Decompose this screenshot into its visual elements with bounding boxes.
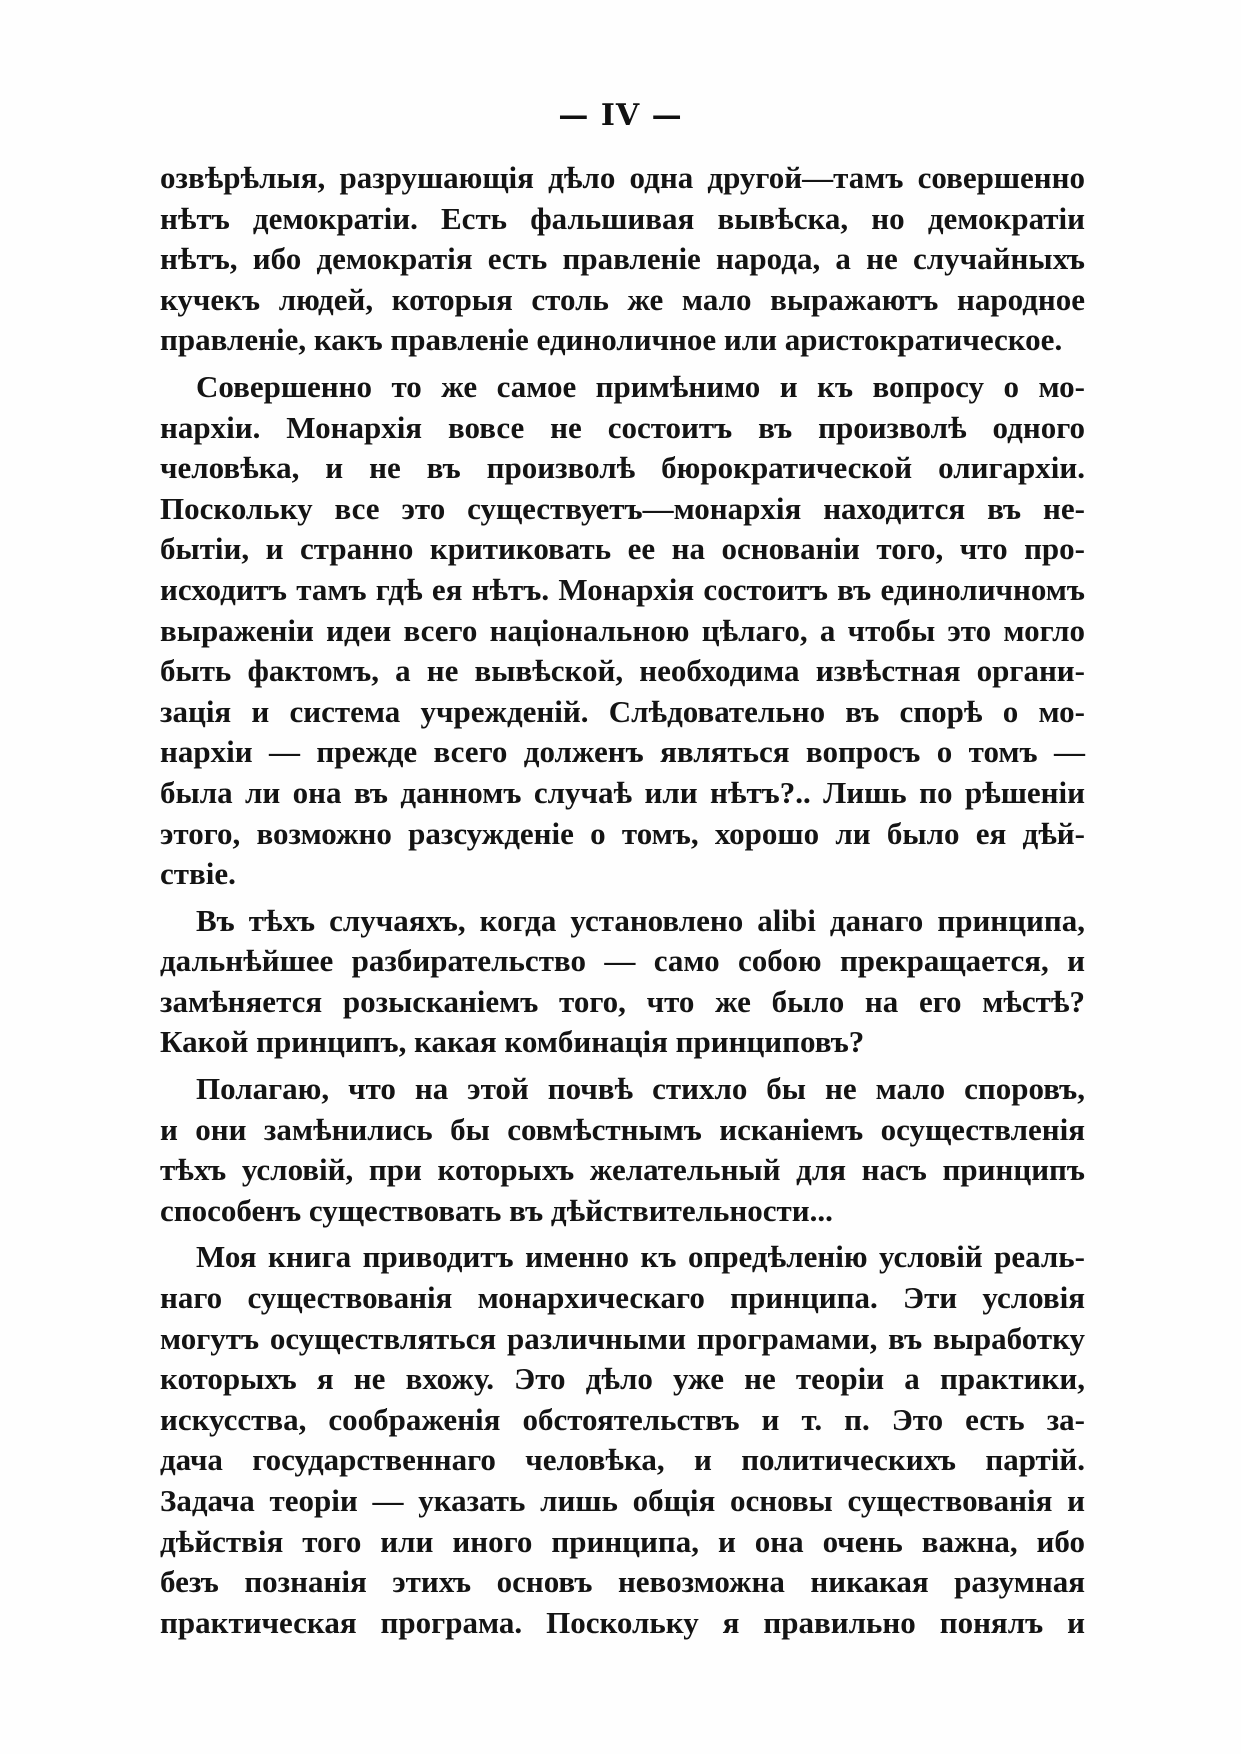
text-line: нархіи — прежде всего долженъ являться вопросъ о томъ — [160, 734, 1085, 770]
text-line: замѣняется розысканіемъ того, что же было на его мѣстѣ? [160, 983, 1085, 1019]
text-line: нархіи. Монархія вовсе не состоитъ въ произволѣ одного [160, 409, 1085, 445]
text-line: озвѣрѣлыя, разрушающія дѣло одна другой—тамъ совершенно [160, 160, 1085, 195]
text-line: которыхъ я не вхожу. Это дѣло уже не теоріи а практики, [160, 1361, 1085, 1397]
text-line: искусства, соображенія обстоятельствъ и т. п. Это есть за- [160, 1401, 1085, 1437]
paragraph-3 [160, 901, 1085, 1063]
text-line: могутъ осуществляться различными програмами, въ выработку [160, 1320, 1085, 1356]
text-line: Задача теоріи — указать лишь общія основы существованія и [160, 1483, 1085, 1518]
text-line: Въ тѣхъ случаяхъ, когда установлено alibi данаго принципа, [196, 902, 1085, 938]
text-line: бытіи, и странно критиковать ее на основаніи того, что про- [160, 531, 1085, 567]
text-line: практическая програма. Поскольку я правильно понялъ и [160, 1604, 1085, 1640]
text-line: Какой принципъ, какая комбинація принциповъ? [160, 1024, 865, 1060]
text-line: нѣтъ, ибо демократія есть правленіе народа, а не случайныхъ [160, 241, 1085, 277]
text-line: наго существованія монархическаго принципа. Эти условія [160, 1280, 1085, 1316]
paragraph-2 [160, 367, 1085, 895]
body-text [160, 158, 1085, 1649]
paragraph-4 [160, 1069, 1085, 1231]
text-line: Поскольку все это существуетъ—монархія находится въ не- [160, 490, 1085, 526]
text-line: дѣйствія того или иного принципа, и она очень важна, ибо [160, 1523, 1085, 1559]
text-line: нѣтъ демократіи. Есть фальшивая вывѣска, но демократіи [160, 200, 1085, 236]
text-line: Моя книга приводитъ именно къ опредѣленію условій реаль- [196, 1239, 1085, 1275]
text-line: выраженіи идеи всего національною цѣлаго, а чтобы это могло [160, 612, 1085, 648]
page-number-header: — IV — [558, 98, 683, 133]
text-line: способенъ существовать въ дѣйствительности... [160, 1192, 833, 1228]
text-line: Полагаю, что на этой почвѣ стихло бы не мало споровъ, [196, 1071, 1085, 1107]
paragraph-1 [160, 158, 1085, 361]
text-line: дача государственнаго человѣка, и политическихъ партій. [160, 1442, 1085, 1478]
text-line: правленіе, какъ правленіе единоличное или аристократическое. [160, 322, 1063, 358]
text-line: зація и система учрежденій. Слѣдовательно въ спорѣ о мо- [160, 693, 1085, 729]
text-line: ствіе. [160, 856, 236, 892]
text-line: быть фактомъ, а не вывѣской, необходима извѣстная органи- [160, 653, 1085, 689]
paragraph-5 [160, 1237, 1085, 1643]
text-line: исходитъ тамъ гдѣ ея нѣтъ. Монархія состоитъ въ единоличномъ [160, 571, 1085, 607]
text-line: и они замѣнились бы совмѣстнымъ исканіемъ осуществленія [160, 1111, 1085, 1147]
text-line: тѣхъ условій, при которыхъ желательный для насъ принципъ [160, 1152, 1085, 1188]
text-line: дальнѣйшее разбирательство — само собою прекращается, и [160, 943, 1085, 979]
text-line: была ли она въ данномъ случаѣ или нѣтъ?.. Лишь по рѣшеніи [160, 774, 1085, 810]
text-line: кучекъ людей, которыя столь же мало выражаютъ народное [160, 281, 1085, 317]
text-line: безъ познанія этихъ основъ невозможна никакая разумная [160, 1564, 1085, 1600]
text-line: этого, возможно разсужденіе о томъ, хорошо ли было ея дѣй- [160, 815, 1085, 851]
text-line: человѣка, и не въ произволѣ бюрократической олигархіи. [160, 450, 1085, 486]
text-line: Совершенно то же самое примѣнимо и къ вопросу о мо- [196, 368, 1085, 404]
